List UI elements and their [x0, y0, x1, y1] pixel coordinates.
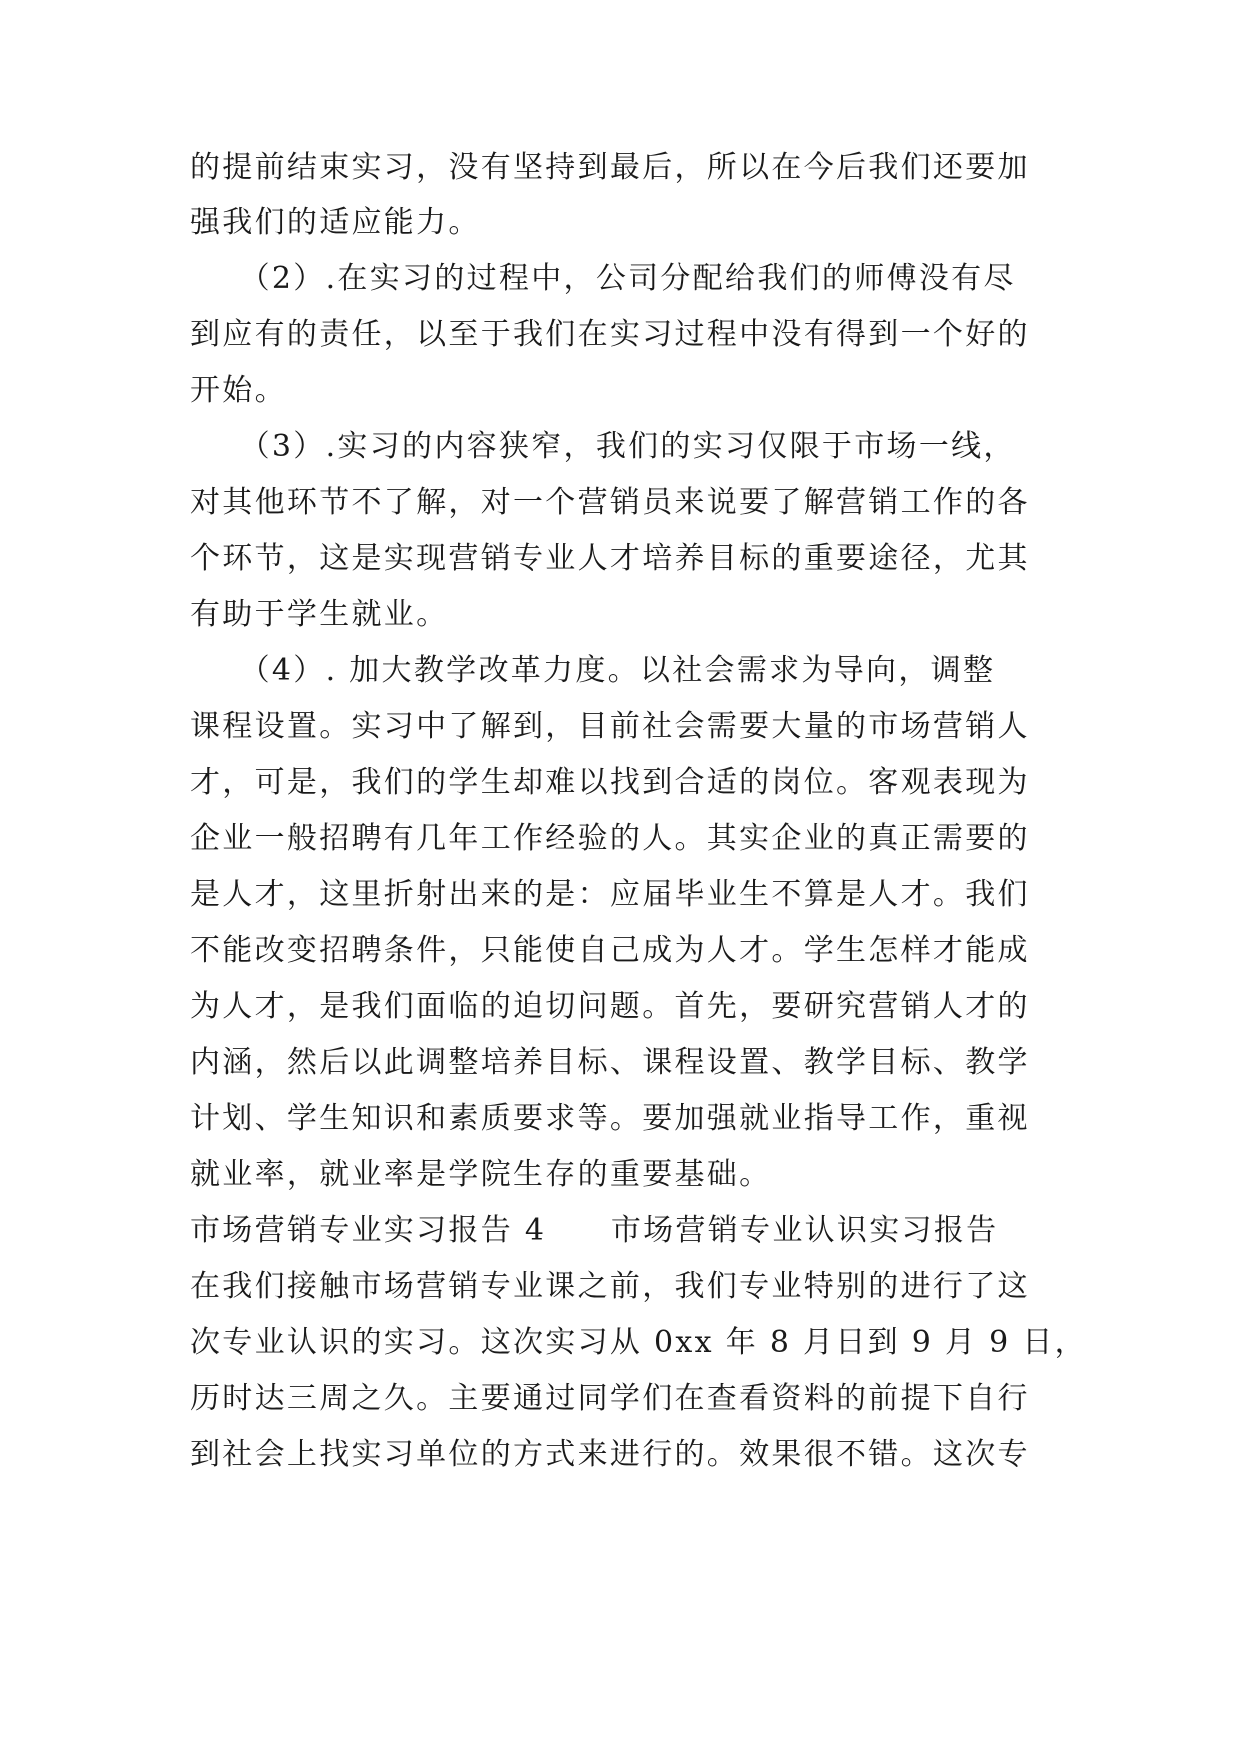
section-heading-line: 市场营销专业实习报告 4 市场营销专业认识实习报告	[190, 1213, 999, 1248]
text-line: 计划、学生知识和素质要求等。要加强就业指导工作，重视	[190, 1101, 1030, 1136]
text-line: 有助于学生就业。	[190, 597, 449, 632]
text-line: 个环节，这是实现营销专业人才培养目标的重要途径，尤其	[190, 541, 1030, 576]
text-line: 的提前结束实习，没有坚持到最后，所以在今后我们还要加	[190, 150, 1030, 185]
text-line: 到社会上找实习单位的方式来进行的。效果很不错。这次专	[190, 1437, 1030, 1472]
text-line: 不能改变招聘条件，只能使自己成为人才。学生怎样才能成	[190, 933, 1030, 968]
text-line: 是人才，这里折射出来的是：应届毕业生不算是人才。我们	[190, 877, 1030, 912]
text-line: 内涵，然后以此调整培养目标、课程设置、教学目标、教学	[190, 1045, 1030, 1080]
text-line: 历时达三周之久。主要通过同学们在查看资料的前提下自行	[190, 1381, 1030, 1416]
text-line: （3）.实习的内容狭窄，我们的实习仅限于市场一线，	[190, 429, 1016, 464]
text-line: 对其他环节不了解，对一个营销员来说要了解营销工作的各	[190, 485, 1030, 520]
text-line: （4）. 加大教学改革力度。以社会需求为导向，调整	[190, 653, 996, 688]
text-line: （2）.在实习的过程中，公司分配给我们的师傅没有尽	[190, 261, 1016, 296]
text-line: 才，可是，我们的学生却难以找到合适的岗位。客观表现为	[190, 765, 1030, 800]
text-line: 强我们的适应能力。	[190, 205, 481, 240]
text-line: 开始。	[190, 373, 287, 408]
text-line: 到应有的责任，以至于我们在实习过程中没有得到一个好的	[190, 317, 1030, 352]
text-line: 企业一般招聘有几年工作经验的人。其实企业的真正需要的	[190, 821, 1030, 856]
text-line: 为人才，是我们面临的迫切问题。首先，要研究营销人才的	[190, 989, 1030, 1024]
text-line: 课程设置。实习中了解到，目前社会需要大量的市场营销人	[190, 709, 1030, 744]
text-line: 次专业认识的实习。这次实习从 0xx 年 8 月日到 9 月 9 日，	[190, 1325, 1087, 1360]
text-line: 就业率，就业率是学院生存的重要基础。	[190, 1157, 772, 1192]
text-line: 在我们接触市场营销专业课之前，我们专业特别的进行了这	[190, 1269, 1030, 1304]
